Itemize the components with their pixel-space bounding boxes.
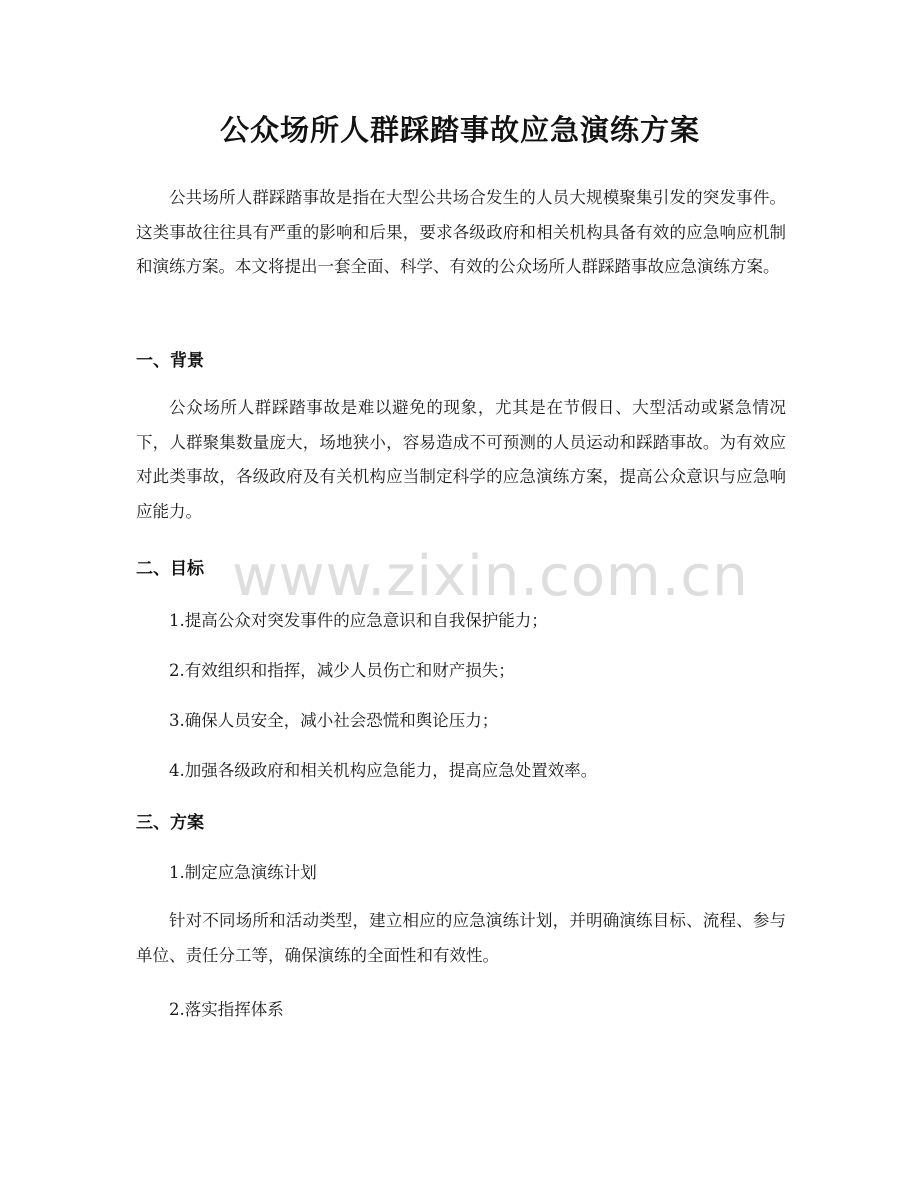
section-heading-background: 一、背景 [136, 351, 204, 371]
plan-paragraph-1: 针对不同场所和活动类型，建立相应的应急演练计划，并明确演练目标、流程、参与单位、责任分工等，确保演练的全面性和有效性。 [136, 911, 786, 965]
goal-item-2: 2.有效组织和指挥，减少人员伤亡和财产损失； [169, 661, 515, 680]
intro-paragraph: 公共场所人群踩踏事故是指在大型公共场合发生的人员大规模聚集引发的突发事件。这类事故往往具有严重的影响和后果，要求各级政府和相关机构具备有效的应急响应机制和演练方案。本文将提出一套全面、科学、有效的公众场所人群踩踏事故应急演练方案。 [136, 188, 786, 277]
document-title: 公众场所人群踩踏事故应急演练方案 [219, 113, 700, 147]
section-heading-goals: 二、目标 [136, 559, 204, 579]
plan-subheading-1: 1.制定应急演练计划 [169, 863, 317, 882]
watermark: www.zixin.com.cn [232, 544, 749, 609]
background-paragraph: 公众场所人群踩踏事故是难以避免的现象，尤其是在节假日、大型活动或紧急情况下，人群聚集数量庞大，场地狭小，容易造成不可预测的人员运动和踩踏事故。为有效应对此类事故，各级政府及有关机构应当制定科学的应急演练方案，提高公众意识与应急响应能力。 [136, 398, 786, 521]
section-heading-plan: 三、方案 [136, 813, 204, 833]
plan-subheading-2: 2.落实指挥体系 [169, 1000, 284, 1019]
goal-item-3: 3.确保人员安全，减小社会恐慌和舆论压力； [169, 711, 499, 730]
goal-item-1: 1.提高公众对突发事件的应急意识和自我保护能力； [169, 611, 548, 630]
goal-item-4: 4.加强各级政府和相关机构应急能力，提高应急处置效率。 [169, 761, 598, 780]
